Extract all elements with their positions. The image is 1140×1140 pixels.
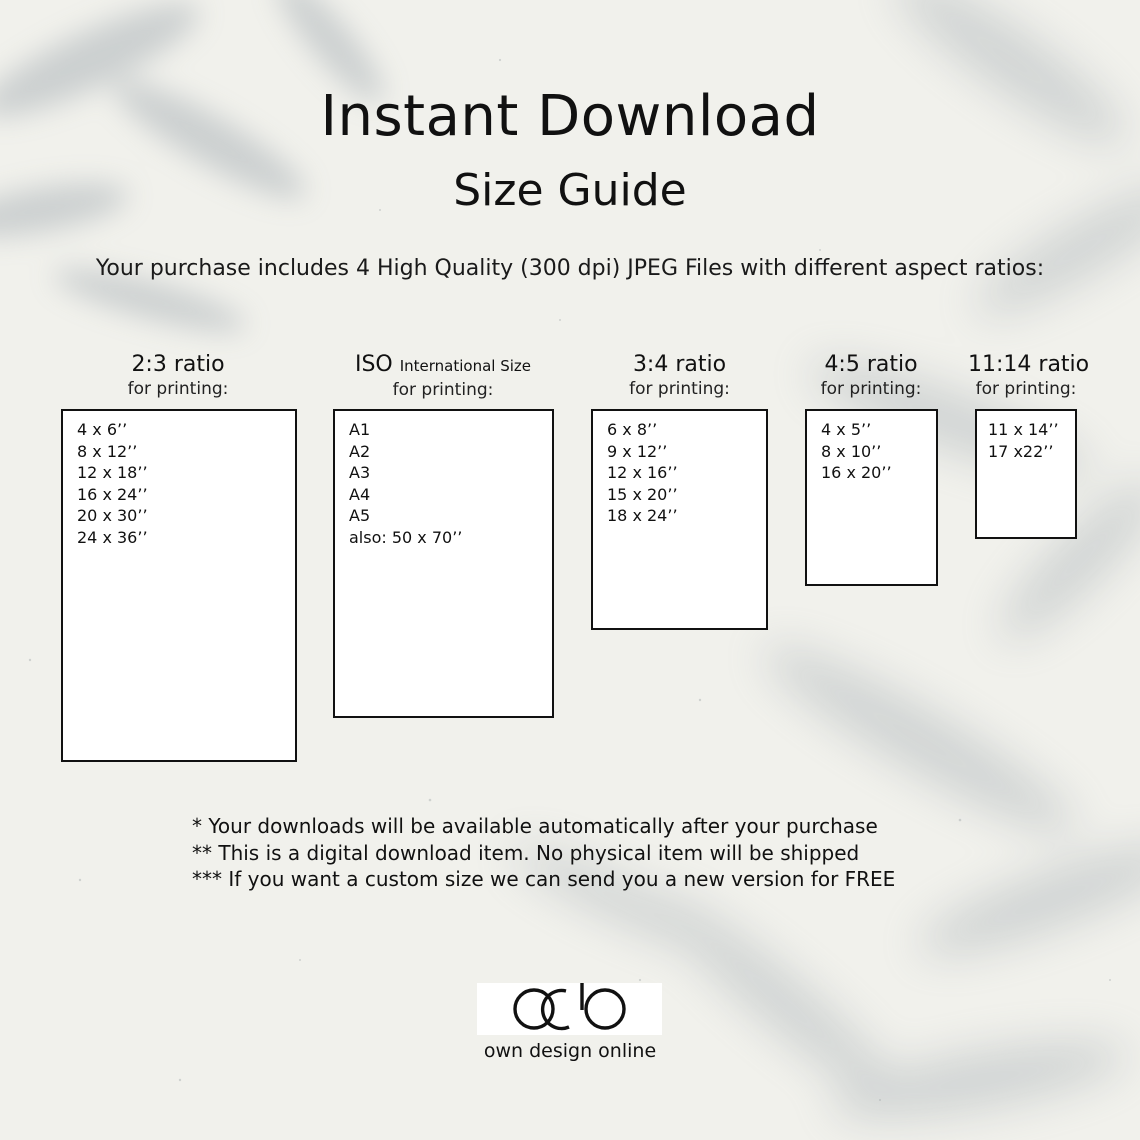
size-item: 16 x 20’’ <box>821 463 892 483</box>
column-heading-4-5 <box>800 352 942 400</box>
size-item: 17 x22’’ <box>988 441 1054 461</box>
size-item: A2 <box>349 441 371 461</box>
column-label: 11:14 ratio <box>968 352 1090 377</box>
size-item: A5 <box>349 506 371 526</box>
size-list <box>807 411 936 484</box>
column-label-main: ISO <box>354 352 393 377</box>
column-sub: for printing: <box>127 379 229 399</box>
size-item: also: 50 x 70’’ <box>349 527 463 547</box>
size-item: 8 x 10’’ <box>821 441 882 461</box>
size-item: 15 x 20’’ <box>607 484 678 504</box>
odo-logo-mark <box>477 983 662 1035</box>
column-label-small: International Size <box>399 357 532 375</box>
size-frame-3-4 <box>591 409 768 630</box>
notes-block <box>192 813 895 893</box>
size-item: 9 x 12’’ <box>607 441 668 461</box>
intro-text: Your purchase includes 4 High Quality (300 dpi) JPEG Files with different aspect ratios: <box>95 256 1045 281</box>
size-item: A3 <box>349 463 371 483</box>
column-heading-2-3 <box>78 352 278 400</box>
page-subtitle: Size Guide <box>453 165 687 216</box>
size-frame-iso <box>333 409 554 718</box>
size-item: 18 x 24’’ <box>607 506 678 526</box>
size-frame-2-3 <box>61 409 297 762</box>
column-label: 2:3 ratio <box>131 352 225 377</box>
page-title: Instant Download <box>320 84 820 149</box>
size-item: 16 x 24’’ <box>77 484 148 504</box>
size-item: 4 x 5’’ <box>821 420 872 439</box>
size-item: A4 <box>349 484 371 504</box>
size-item: 6 x 8’’ <box>607 420 658 439</box>
size-frame-4-5 <box>805 409 938 586</box>
size-list <box>335 411 552 549</box>
size-list <box>593 411 766 527</box>
size-item: 4 x 6’’ <box>77 420 128 439</box>
logo-text: own design online <box>483 1040 657 1062</box>
column-sub: for printing: <box>392 380 494 400</box>
column-heading-3-4 <box>591 352 768 400</box>
column-heading-iso <box>333 352 553 401</box>
size-item: 20 x 30’’ <box>77 506 148 526</box>
size-list <box>977 411 1075 462</box>
column-sub: for printing: <box>629 379 730 399</box>
note-line: *** If you want a custom size we can send you a new version for FREE <box>192 867 896 891</box>
size-item: 8 x 12’’ <box>77 441 138 461</box>
size-item: 12 x 16’’ <box>607 463 678 483</box>
column-label: 4:5 ratio <box>824 352 918 377</box>
size-list <box>63 411 295 549</box>
size-item: 11 x 14’’ <box>988 420 1059 439</box>
column-sub: for printing: <box>975 379 1077 399</box>
column-label <box>333 352 553 379</box>
column-sub: for printing: <box>820 379 922 399</box>
logo <box>477 983 662 1035</box>
size-item: 12 x 18’’ <box>77 463 148 483</box>
size-item: A1 <box>349 420 371 439</box>
note-line: * Your downloads will be available automatically after your purchase <box>192 814 878 838</box>
column-heading-11-14 <box>968 352 1090 400</box>
column-label: 3:4 ratio <box>632 352 727 377</box>
note-line: ** This is a digital download item. No physical item will be shipped <box>192 840 860 865</box>
size-frame-11-14 <box>975 409 1077 539</box>
size-item: 24 x 36’’ <box>77 527 148 547</box>
